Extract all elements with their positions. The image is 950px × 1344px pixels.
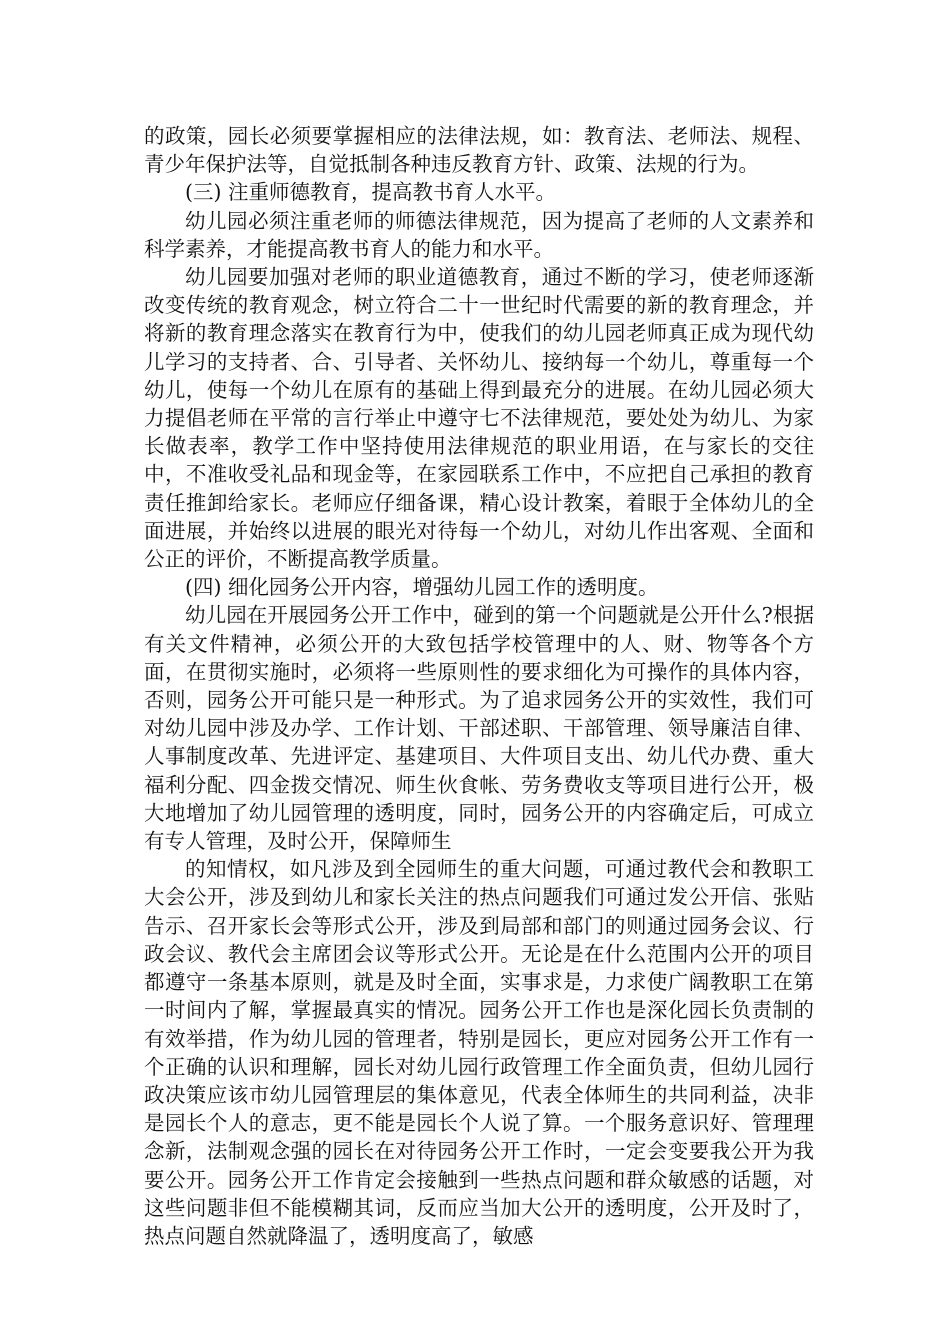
paragraph-affairs-disclosure: 幼儿园在开展园务公开工作中，碰到的第一个问题就是公开什么?根据有关文件精神，必须公开的大致包括学校管理中的人、财、物等各个方面，在贯彻实施时，必须将一些原则性的要求细化为可操作的具体内容，否则，园务公开可能只是一种形式。为了追求园务公开的实效性，我们可对幼儿园中涉及办学、工作计划、干部述职、干部管理、领导廉洁自律、人事制度改革、先进评定、基建项目、大件项目支出、幼儿代办费、重大福利分配、四金拨交情况、师生伙食帐、劳务费收支等项目进行公开，极大地增加了幼儿园管理的透明度，同时，园务公开的内容确定后，可成立有专人管理，及时公开，保障师生	[144, 603, 814, 854]
paragraph-teacher-ethics: 幼儿园必须注重老师的师德法律规范，因为提高了老师的人文素养和科学素养，才能提高教书育人的能力和水平。	[144, 208, 814, 261]
paragraph-right-to-know: 的知情权，如凡涉及到全园师生的重大问题，可通过教代会和教职工大会公开，涉及到幼儿和家长关注的热点问题我们可通过发公开信、张贴告示、召开家长会等形式公开，涉及到局部和部门的则通过园务会议、行政会议、教代会主席团会议等形式公开。无论是在什么范围内公开的项目都遵守一条基本原则，就是及时全面，实事求是，力求使广阔教职工在第一时间内了解，掌握最真实的情况。园务公开工作也是深化园长负责制的有效举措，作为幼儿园的管理者，特别是园长，更应对园务公开工作有一个正确的认识和理解，园长对幼儿园行政管理工作全面负责，但幼儿园行政决策应该市幼儿园管理层的集体意见，代表全体师生的共同利益，决非是园长个人的意志，更不能是园长个人说了算。一个服务意识好、管理理念新，法制观念强的园长在对待园务公开工作时，一定会变要我公开为我要公开。园务公开工作肯定会接触到一些热点问题和群众敏感的话题，对这些问题非但不能模糊其词，反而应当加大公开的透明度，公开及时了，热点问题自然就降温了，透明度高了，敏感	[144, 857, 814, 1248]
paragraph-professional-ethics-education: 幼儿园要加强对老师的职业道德教育，通过不断的学习，使老师逐渐改变传统的教育观念，树立符合二十一世纪时代需要的新的教育理念，并将新的教育理念落实在教育行为中，使我们的幼儿园老师真正成为现代幼儿学习的支持者、合、引导者、关怀幼儿、接纳每一个幼儿，尊重每一个幼儿，使每一个幼儿在原有的基础上得到最充分的进展。在幼儿园必须大力提倡老师在平常的言行举止中遵守七不法律规范，要处处为幼儿、为家长做表率，教学工作中坚持使用法律规范的职业用语，在与家长的交往中，不准收受礼品和现金等，在家园联系工作中，不应把自己承担的教育责任推卸给家长。老师应仔细备课，精心设计教案，着眼于全体幼儿的全面进展，并始终以进展的眼光对待每一个幼儿，对幼儿作出客观、全面和公正的评价，不断提高教学质量。	[144, 265, 814, 572]
section-heading-3: (三) 注重师德教育，提高教书育人水平。	[185, 180, 557, 205]
document-page	[144, 122, 814, 1250]
paragraph-policy-laws: 的政策，园长必须要掌握相应的法律法规，如：教育法、老师法、规程、青少年保护法等，自觉抵制各种违反教育方针、政策、法规的行为。	[144, 124, 814, 177]
section-heading-4: (四) 细化园务公开内容，增强幼儿园工作的透明度。	[185, 575, 659, 600]
